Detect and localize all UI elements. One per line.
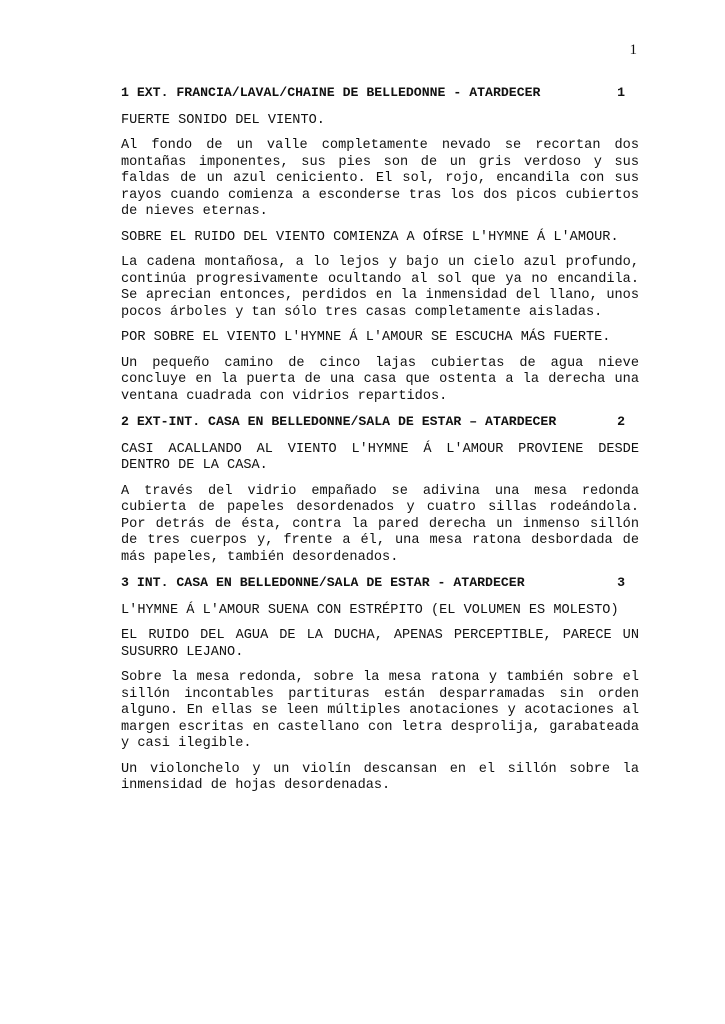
action-paragraph: SOBRE EL RUIDO DEL VIENTO COMIENZA A OÍRSE L'HYMNE Á L'AMOUR. xyxy=(121,229,619,245)
action-paragraph: Un pequeño camino de cinco lajas cubiertas de agua nieve concluye en la puerta de una casa que ostenta a la derecha una ventana cuadrada con vidrios repartidos. xyxy=(121,355,639,404)
action-paragraph: Al fondo de un valle completamente nevado se recortan dos montañas imponentes, sus pies son de un gris verdoso y sus faldas de un azul ceniciento. El sol, rojo, encandila con sus rayos cuando comienza a esconderse tras los dos picos cubiertos de nieves eternas. xyxy=(121,138,639,219)
scene-heading xyxy=(121,575,639,592)
page-number: 1 xyxy=(629,42,637,58)
action-paragraph: La cadena montañosa, a lo lejos y bajo un cielo azul profundo, continúa progresivamente ocultando al sol que ya no encandila. Se aprecian entonces, perdidos en la inmensidad del llano, unos pocos árboles y tan sólo tres casas completamente aisladas. xyxy=(121,255,639,320)
action-paragraph: POR SOBRE EL VIENTO L'HYMNE Á L'AMOUR SE ESCUCHA MÁS FUERTE. xyxy=(121,330,611,345)
scene-number: 3 xyxy=(617,575,625,590)
scene-heading-text: 3 INT. CASA EN BELLEDONNE/SALA DE ESTAR - ATARDECER xyxy=(121,575,525,590)
action-paragraph: A través del vidrio empañado se adivina una mesa redonda cubierta de papeles desordenados y cuatro sillas rodeándola. Por detrás de ésta, contra la pared derecha un inmenso sillón de tres cuerpos y, frente a él, una mesa ratona desbordada de más papeles, también desordenados. xyxy=(121,483,639,565)
screenplay-page xyxy=(121,85,639,804)
scene-number: 2 xyxy=(617,414,625,429)
action-paragraph: EL RUIDO DEL AGUA DE LA DUCHA, APENAS PERCEPTIBLE, PARECE UN SUSURRO LEJANO. xyxy=(121,628,639,660)
scene-heading xyxy=(121,414,639,431)
action-paragraph: Sobre la mesa redonda, sobre la mesa ratona y también sobre el sillón incontables partituras están desparramadas sin orden alguno. En ellas se leen múltiples anotaciones y acotaciones al margen escritas en castellano con letra desprolija, garabateada y casi ilegible. xyxy=(121,670,639,751)
action-paragraph: Un violonchelo y un violín descansan en el sillón sobre la inmensidad de hojas desordenadas. xyxy=(121,761,639,793)
action-paragraph: CASI ACALLANDO AL VIENTO L'HYMNE Á L'AMOUR PROVIENE DESDE DENTRO DE LA CASA. xyxy=(121,441,639,473)
action-paragraph: L'HYMNE Á L'AMOUR SUENA CON ESTRÉPITO (EL VOLUMEN ES MOLESTO) xyxy=(121,602,619,618)
scene-heading xyxy=(121,85,639,102)
scene-heading-text: 1 EXT. FRANCIA/LAVAL/CHAINE DE BELLEDONNE - ATARDECER xyxy=(121,85,541,100)
scene-number: 1 xyxy=(617,85,625,100)
scene-heading-text: 2 EXT-INT. CASA EN BELLEDONNE/SALA DE ESTAR – ATARDECER xyxy=(121,414,557,429)
action-paragraph: FUERTE SONIDO DEL VIENTO. xyxy=(121,112,325,128)
